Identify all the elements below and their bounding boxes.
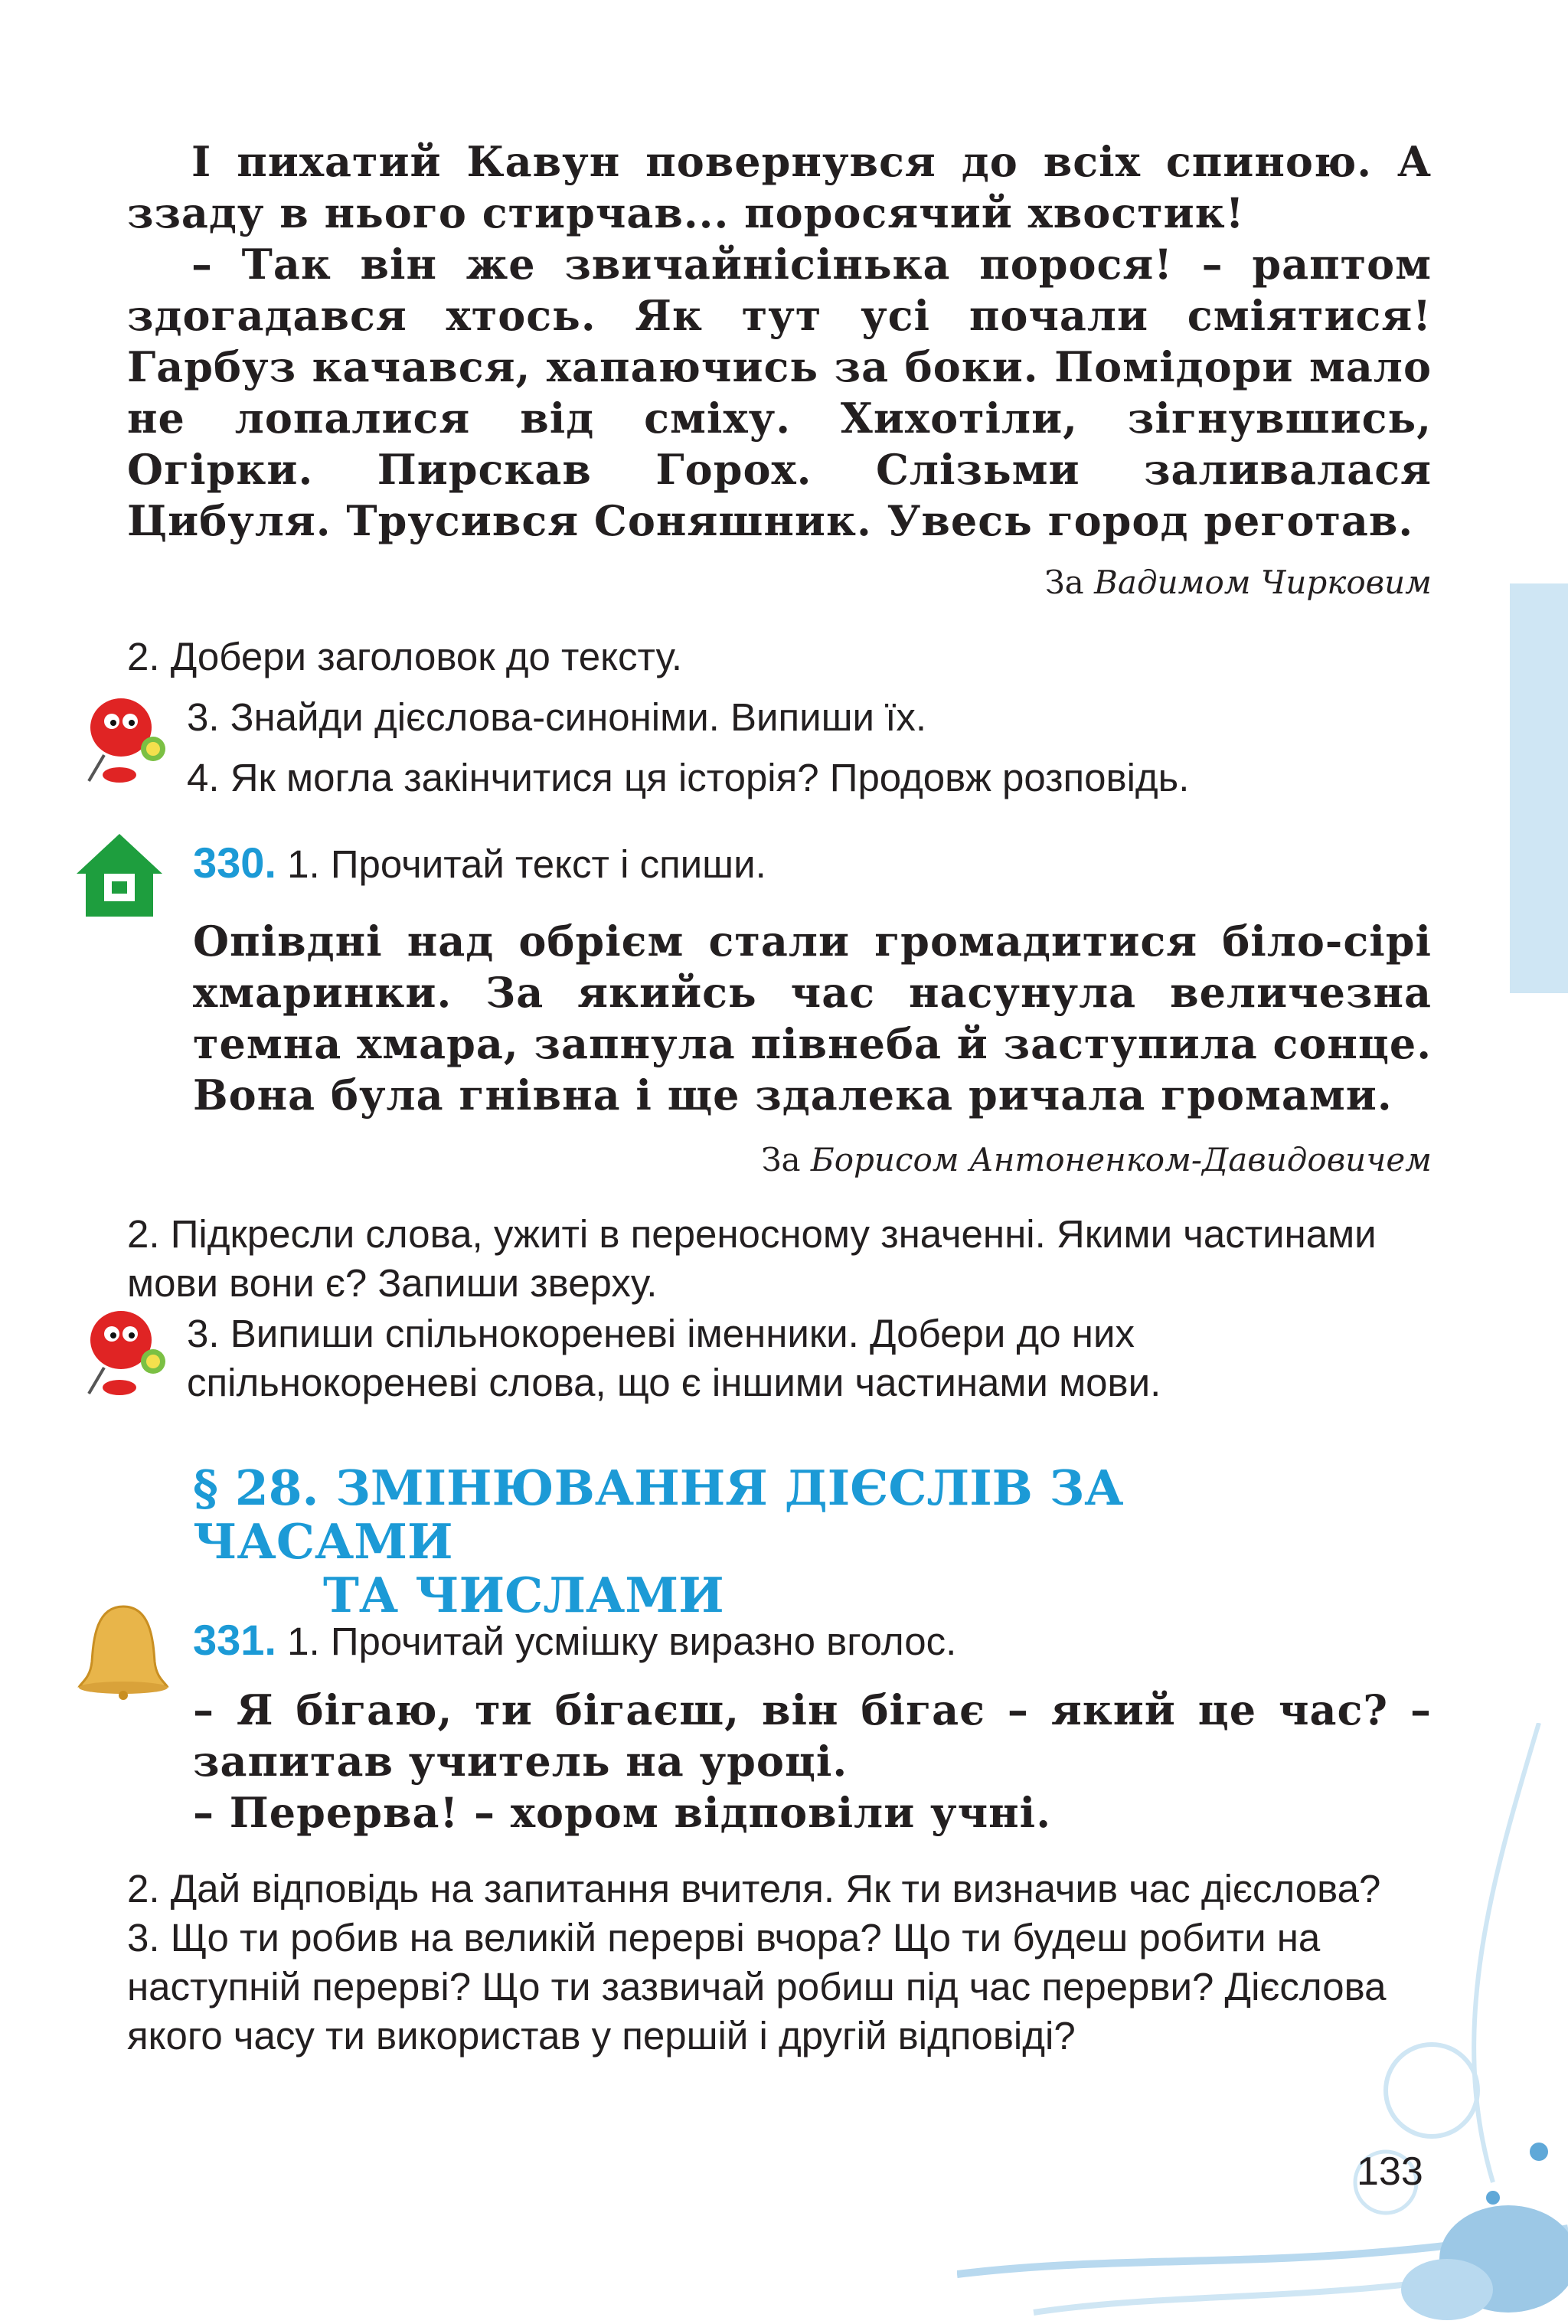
bell-icon	[74, 1600, 173, 1700]
side-tab	[1510, 583, 1568, 993]
section-heading-line-2: ТА ЧИСЛАМИ	[323, 1567, 724, 1623]
story-paragraph-1: І пихатий Кавун повернувся до всіх спиною. А ззаду в нього стирчав... поросячий хвостик!	[127, 137, 1432, 237]
story-author	[1044, 564, 1432, 601]
house-homework-icon	[74, 831, 165, 919]
exercise-330-author	[761, 1141, 1432, 1178]
author-name: Борисом Антоненком-Давидовичем	[810, 1141, 1432, 1178]
exercise-330-task-3	[187, 1309, 1432, 1407]
section-heading-line-1: § 28. ЗМІНЮВАННЯ ДІЄСЛІВ ЗА ЧАСАМИ	[193, 1459, 1124, 1570]
author-name: Вадимом Чирковим	[1094, 564, 1432, 601]
pencil-character-icon	[74, 689, 181, 793]
task-text: 2. Підкресли слова, ужиті в переносному значенні. Якими частинами мови вони є? Запиши зверху.	[127, 1212, 1377, 1305]
exercise-331-task-3: 3. Що ти робив на великій перерві вчора? Що ти будеш робити на наступній перерві? Що ти зазвичай робиш під час перерви? Дієслова якого часу ти використав у першій і другій відповіді?	[127, 1916, 1387, 2058]
pencil-character-icon	[74, 1302, 181, 1405]
exercise-331-header	[193, 1616, 956, 1666]
story-paragraph-2: – Так він же звичайнісінька порося! – раптом здогадався хтось. Як тут усі почали сміятися! Гарбуз качався, хапаючись за боки. Помідори мало не лопалися від сміху. Хихотіли, зігнувшись, Огірки. Пирскав Горох. Слізьми заливалася Цибуля. Трусився Соняшник. Увесь город реготав.	[127, 240, 1432, 545]
exercise-330-task-2	[127, 1210, 1432, 1308]
exercise-331-number: 331.	[193, 1616, 276, 1664]
exercise-330-header	[193, 838, 766, 889]
exercise-330-text	[193, 916, 1432, 1121]
exercise-331-task-2: 2. Дай відповідь на запитання вчителя. Як ти визначив час дієслова?	[127, 1867, 1381, 1911]
exercise-330-paragraph: Опівдні над обрієм стали громадитися біло-сірі хмаринки. За якийсь час насунула величезна темна хмара, запнула півнеба й заступила сонце. Вона була гнівна і ще здалека ричала громами.	[193, 917, 1432, 1120]
page-number: 133	[1357, 2149, 1423, 2194]
story-text	[127, 136, 1432, 547]
task-text: 3. Випиши спільнокореневі іменники. Добери до них спільнокореневі слова, що є іншими частинами мови.	[187, 1312, 1161, 1404]
author-prefix: За	[761, 1141, 801, 1178]
task-4: 4. Як могла закінчитися ця історія? Продовж розповідь.	[187, 756, 1190, 799]
floral-decoration	[957, 1723, 1568, 2324]
task-3: 3. Знайди дієслова-синоніми. Випиши їх.	[187, 695, 927, 739]
exercise-330-number: 330.	[193, 838, 276, 887]
exercise-331-paragraph-2: – Перерва! – хором відповіли учні.	[193, 1788, 1051, 1837]
section-heading	[193, 1461, 1341, 1622]
author-prefix: За	[1044, 564, 1084, 601]
exercise-331-paragraph-1: – Я бігаю, ти бігаєш, він бігає – який це час? – запитав учитель на уроці.	[193, 1685, 1432, 1786]
task-2: 2. Добери заголовок до тексту.	[127, 635, 683, 678]
exercise-330-instruction: 1. Прочитай текст і спиши.	[287, 842, 766, 886]
exercise-331-instruction: 1. Прочитай усмішку виразно вголос.	[287, 1620, 957, 1663]
